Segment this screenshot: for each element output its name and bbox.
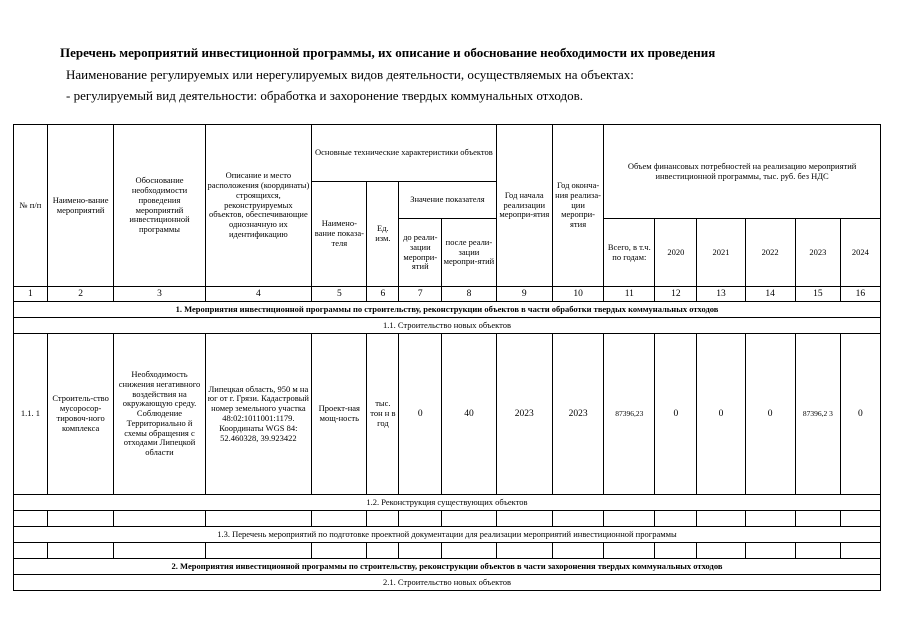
header-end-year: Год оконча-ния реализа-ции меропри-ятия [552, 125, 603, 287]
row-2023: 87396,2 3 [795, 334, 840, 495]
col-number: 6 [367, 287, 399, 302]
col-number: 1 [14, 287, 48, 302]
header-2022: 2022 [745, 219, 795, 287]
section-2-heading: 2. Мероприятия инвестиционной программы по строительству, реконструкции объектов в части захоронения твердых коммунальных отходов [14, 559, 881, 575]
row-before: 0 [399, 334, 442, 495]
col-number: 16 [840, 287, 880, 302]
row-after: 40 [442, 334, 496, 495]
header-indicator: Наимено-вание показа-теля [312, 182, 367, 287]
row-start-year: 2023 [496, 334, 552, 495]
col-number: 4 [205, 287, 312, 302]
row-2021: 0 [697, 334, 745, 495]
row-end-year: 2023 [552, 334, 603, 495]
row-name: Строитель-ство мусоросор-тировоч-ного комплекса [47, 334, 114, 495]
col-number: 14 [745, 287, 795, 302]
table-row [14, 334, 881, 495]
row-2020: 0 [655, 334, 697, 495]
header-value: Значение показателя [399, 182, 496, 219]
row-2022: 0 [745, 334, 795, 495]
header-unit: Ед. изм. [367, 182, 399, 287]
row-justification: Необходимость снижения негативного воздействия на окружающую среду. Соблюдение Территориально й схемы обращения с отходами Липецкой области [114, 334, 205, 495]
row-description: Липецкая область, 950 м на юг от г. Грязи. Кадастровый номер земельного участка 48:02:1011001:1179. Координаты WGS 84: 52.460328, 39.923422 [205, 334, 312, 495]
document-title: Перечень мероприятий инвестиционной программы, их описание и обоснование необходимости их проведения [60, 45, 716, 60]
col-number: 9 [496, 287, 552, 302]
subsection-1-2: 1.2. Реконструкция существующих объектов [14, 495, 881, 511]
header-tech: Основные технические характеристики объектов [312, 125, 496, 182]
row-unit: тыс. тон н в год [367, 334, 399, 495]
col-number: 11 [604, 287, 655, 302]
section-1-heading: 1. Мероприятия инвестиционной программы по строительству, реконструкции объектов в части обработки твердых коммунальных отходов [14, 302, 881, 318]
col-number: 7 [399, 287, 442, 302]
col-number: 13 [697, 287, 745, 302]
row-2024: 0 [840, 334, 880, 495]
col-number: 2 [47, 287, 114, 302]
subsection-2-1: 2.1. Строительство новых объектов [14, 575, 881, 591]
header-finance: Объем финансовых потребностей на реализацию мероприятий инвестиционной программы, тыс. руб. без НДС [604, 125, 881, 219]
row-num: 1.1. 1 [14, 334, 48, 495]
col-number: 10 [552, 287, 603, 302]
header-after: после реали-зации меропри-ятий [442, 219, 496, 287]
header-name: Наимено-вание мероприятий [47, 125, 114, 287]
row-total: 87396,23 [604, 334, 655, 495]
header-before: до реали-зации меропри-ятий [399, 219, 442, 287]
col-number: 12 [655, 287, 697, 302]
col-number: 5 [312, 287, 367, 302]
row-indicator: Проект-ная мощ-ность [312, 334, 367, 495]
investment-program-table [13, 124, 881, 591]
col-number: 8 [442, 287, 496, 302]
column-number-row [14, 287, 881, 302]
subsection-1-3: 1.3. Перечень мероприятий по подготовке проектной документации для реализации мероприятий инвестиционной программы [14, 527, 881, 543]
header-2023: 2023 [795, 219, 840, 287]
header-total: Всего, в т.ч. по годам: [604, 219, 655, 287]
header-2024: 2024 [840, 219, 880, 287]
header-description: Описание и место расположения (координаты) строящихся, реконструируемых объектов, обеспечивающие однозначную их идентификацию [205, 125, 312, 287]
regulated-activity-line: - регулируемый вид деятельности: обработка и захоронение твердых коммунальных отходов. [66, 88, 583, 103]
header-start-year: Год начала реализации меропри-ятия [496, 125, 552, 287]
subsection-1-1: 1.1. Строительство новых объектов [14, 318, 881, 334]
header-2021: 2021 [697, 219, 745, 287]
col-number: 3 [114, 287, 205, 302]
header-justification: Обоснование необходимости проведения мероприятий инвестиционной программы [114, 125, 205, 287]
header-2020: 2020 [655, 219, 697, 287]
empty-row [14, 543, 881, 559]
col-number: 15 [795, 287, 840, 302]
header-num: № п/п [14, 125, 48, 287]
empty-row [14, 511, 881, 527]
activity-types-label: Наименование регулируемых или нерегулируемых видов деятельности, осуществляемых на объектах: [66, 67, 634, 82]
